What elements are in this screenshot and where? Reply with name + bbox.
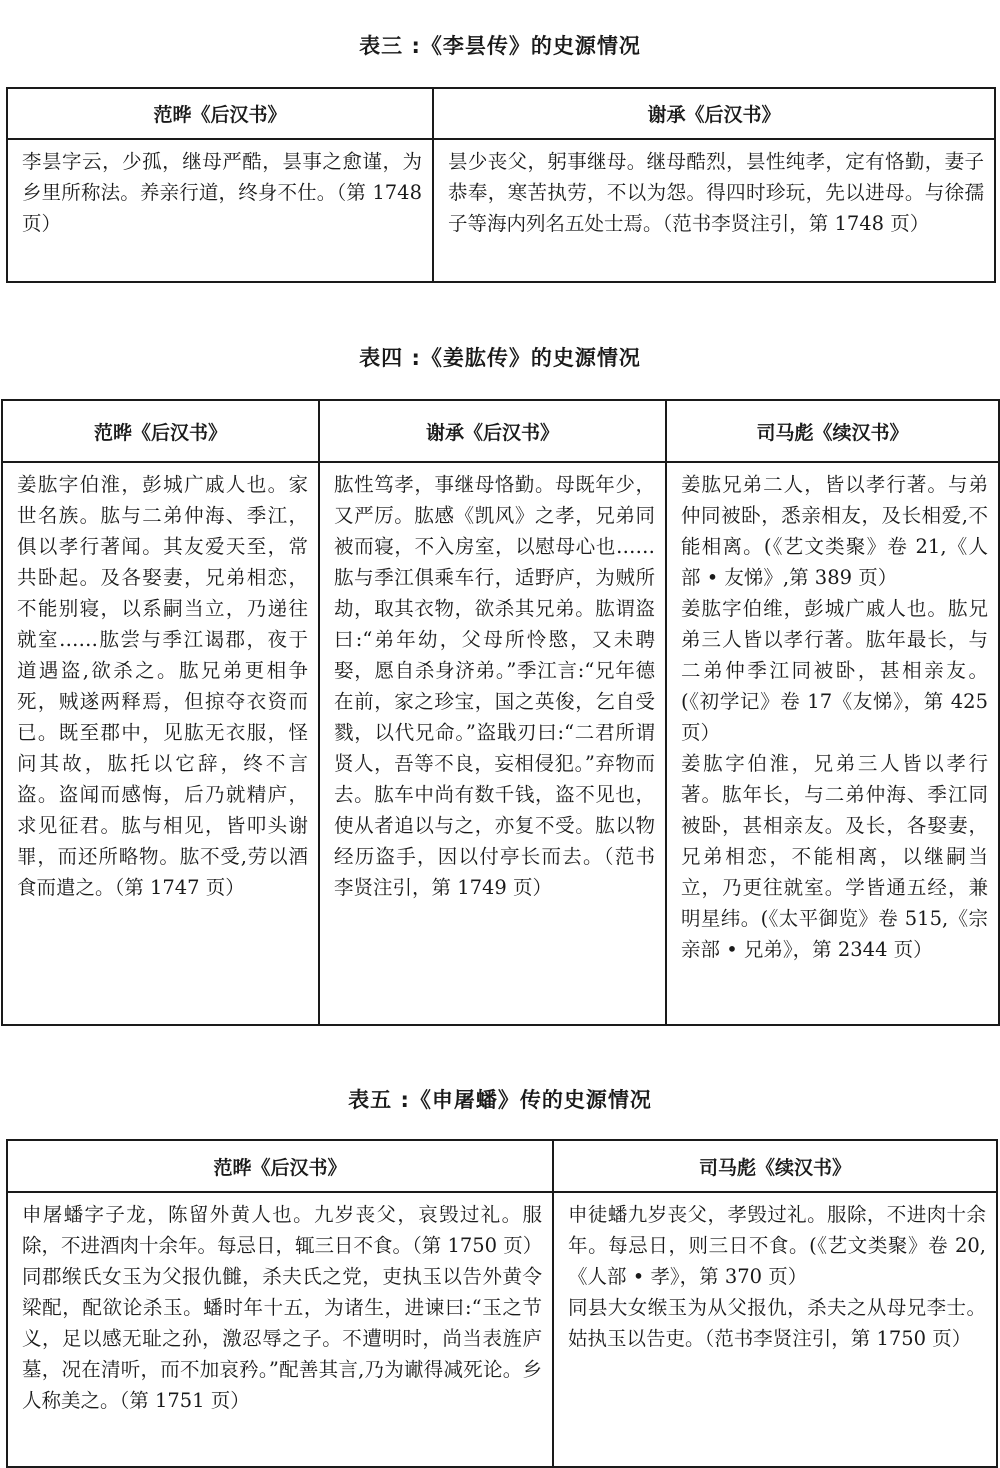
table4-header-xiecheng: 谢承《后汉书》 xyxy=(319,400,666,462)
table4-header-fanye: 范晔《后汉书》 xyxy=(2,400,319,462)
table4-cell-simabiao xyxy=(666,462,999,1025)
table3-cell-fanye xyxy=(7,139,433,282)
paragraph: 申徒蟠九岁丧父，孝毁过礼。服除，不进肉十余年。每忌日，则三日不食。(《艺文类聚》卷 20,《人部 • 孝》，第 370 页） xyxy=(568,1203,986,1288)
paragraph: 姜肱字伯淮，兄弟三人皆以孝行著。肱年长，与二弟仲海、季江同被卧，甚相亲友。及长，各娶妻，兄弟相恋，不能相离，以继嗣当立，乃更往就室。学皆通五经，兼明星纬。(《太平御览》卷 515,《宗亲部 • 兄弟》，第 2344 页） xyxy=(681,752,988,961)
table3-header-fanye: 范晔《后汉书》 xyxy=(7,88,433,139)
table3-header-xiecheng: 谢承《后汉书》 xyxy=(433,88,995,139)
paragraph: 姜肱字伯维，彭城广戚人也。肱兄弟三人皆以孝行著。肱年最长，与二弟仲季江同被卧，甚相亲友。(《初学记》卷 17《友悌》，第 425 页） xyxy=(681,597,988,744)
table5-cell-fanye xyxy=(7,1192,553,1467)
table3 xyxy=(6,87,996,283)
paragraph: 李昙字云，少孤，继母严酷，昙事之愈谨，为乡里所称法。养亲行道，终身不仕。（第 1748 页） xyxy=(22,150,422,235)
table5-caption: 表五 :《申屠蟠》传的史源情况 xyxy=(348,1088,652,1112)
paragraph: 同县大女缑玉为从父报仇，杀夫之从母兄李士。姑执玉以告吏。（范书李贤注引，第 1750 页） xyxy=(568,1296,986,1350)
table5-cell-simabiao xyxy=(553,1192,997,1467)
table3-cell-xiecheng xyxy=(433,139,995,282)
paragraph: 姜肱字伯淮，彭城广戚人也。家世名族。肱与二弟仲海、季江，俱以孝行著闻。其友爱天至，常共卧起。及各娶妻，兄弟相恋，不能别寝，以系嗣当立，乃递往就室……肱尝与季江谒郡，夜于道遇盗,欲杀之。肱兄弟更相争死，贼遂两释焉，但掠夺衣资而已。既至郡中，见肱无衣服，怪问其故，肱托以它辞，终不言盗。盗闻而感悔，后乃就精庐，求见征君。肱与相见，皆叩头谢罪，而还所略物。肱不受,劳以酒食而遣之。（第 1747 页） xyxy=(17,473,308,899)
paragraph: 肱性笃孝，事继母恪勤。母既年少，又严厉。肱感《凯风》之孝，兄弟同被而寝，不入房室，以慰母心也……肱与季江俱乘车行，适野庐，为贼所劫，取其衣物，欲杀其兄弟。肱谓盗曰:“弟年幼，父母所怜愍，又未聘娶，愿自杀身济弟。”季江言:“兄年德在前，家之珍宝，国之英俊，乞自受戮，以代兄命。”盗戢刃曰:“二君所谓贤人，吾等不良，妄相侵犯。”弃物而去。肱车中尚有数千钱，盗不见也，使从者追以与之，亦复不受。肱以物经历盗手，因以付亭长而去。（范书李贤注引，第 1749 页） xyxy=(334,473,655,899)
table3-caption: 表三 :《李昙传》的史源情况 xyxy=(359,34,641,58)
table5-header-fanye: 范晔《后汉书》 xyxy=(7,1140,553,1192)
paragraph: 申屠蟠字子龙，陈留外黄人也。九岁丧父，哀毁过礼。服除，不进酒肉十余年。每忌日，辄三日不食。（第 1750 页） xyxy=(22,1203,543,1257)
table4-header-simabiao: 司马彪《续汉书》 xyxy=(666,400,999,462)
paragraph: 同郡缑氏女玉为父报仇雠，杀夫氏之党，吏执玉以告外黄令梁配，配欲论杀玉。蟠时年十五，为诸生，进谏曰:“玉之节义，足以感无耻之孙，激忍辱之子。不遭明时，尚当表旌庐墓，况在清听，而不加哀矜。”配善其言,乃为谳得减死论。乡人称美之。（第 1751 页） xyxy=(22,1265,542,1412)
paragraph: 姜肱兄弟二人，皆以孝行著。与弟仲同被卧，悉亲相友，及长相爱,不能相离。(《艺文类聚》卷 21,《人部 • 友悌》,第 389 页） xyxy=(681,473,988,589)
table5 xyxy=(6,1139,998,1468)
table5-header-simabiao: 司马彪《续汉书》 xyxy=(553,1140,997,1192)
paragraph: 昙少丧父，躬事继母。继母酷烈，昙性纯孝，定有恪勤，妻子恭奉，寒苦执劳，不以为怨。得四时珍玩，先以进母。与徐孺子等海内列名五处士焉。（范书李贤注引，第 1748 页） xyxy=(448,150,984,235)
table4-caption: 表四 :《姜肱传》的史源情况 xyxy=(359,346,641,370)
table4-cell-xiecheng xyxy=(319,462,666,1025)
table4-cell-fanye xyxy=(2,462,319,1025)
table4 xyxy=(1,399,1000,1026)
